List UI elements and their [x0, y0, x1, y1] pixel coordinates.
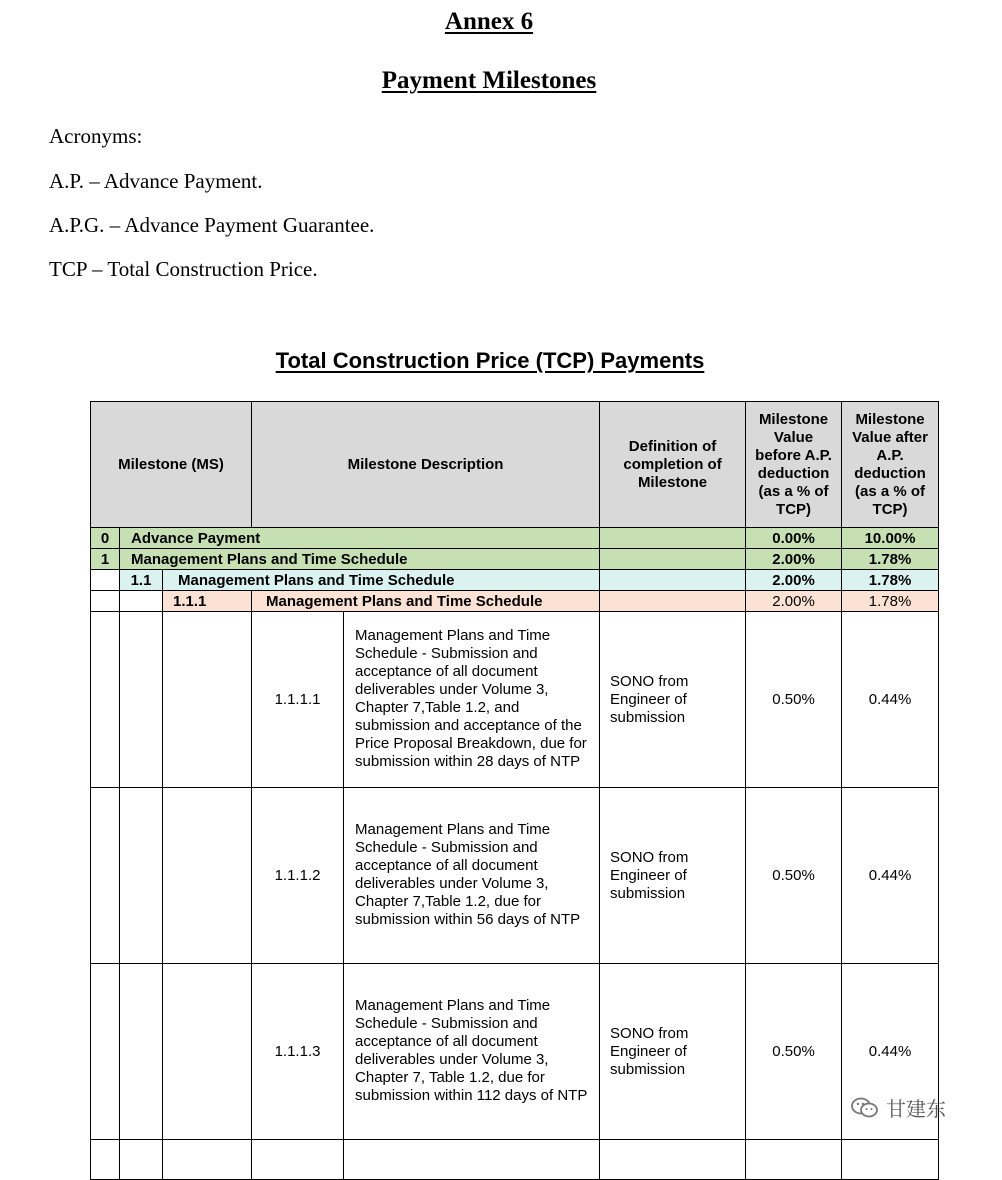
table-row-continued: [91, 1140, 939, 1180]
row-label: Management Plans and Time Schedule: [163, 570, 600, 591]
detail-description: Management Plans and Time Schedule - Submission and acceptance of all document deliverables under Volume 3, Chapter 7, Table 1.2, due for submission within 112 days of NTP: [344, 964, 600, 1140]
detail-description: Management Plans and Time Schedule - Submission and acceptance of all document deliverables under Volume 3, Chapter 7,Table 1.2, due for submission within 56 days of NTP: [344, 788, 600, 964]
row-before: 2.00%: [746, 591, 842, 612]
indent-cell: [91, 591, 120, 612]
row-code: 1.1.1: [163, 591, 252, 612]
row-definition: [600, 528, 746, 549]
detail-after: 0.44%: [842, 612, 939, 788]
milestone-detail-row: [91, 612, 939, 788]
detail-description: Management Plans and Time Schedule - Submission and acceptance of all document deliverables under Volume 3, Chapter 7,Table 1.2, and submission and acceptance of the Price Proposal Breakdown, due for submission within 28 days of NTP: [344, 612, 600, 788]
col-header-after: Milestone Value after A.P. deduction (as a % of TCP): [842, 402, 939, 528]
detail-before: 0.50%: [746, 612, 842, 788]
row-label: Management Plans and Time Schedule: [120, 549, 600, 570]
watermark: [850, 1093, 946, 1122]
indent-cell: [91, 570, 120, 591]
detail-definition: SONO from Engineer of submission: [600, 788, 746, 964]
row-after: 1.78%: [842, 549, 939, 570]
detail-definition: SONO from Engineer of submission: [600, 964, 746, 1140]
row-after: 10.00%: [842, 528, 939, 549]
detail-before: 0.50%: [746, 788, 842, 964]
row-definition: [600, 591, 746, 612]
row-code: 0: [91, 528, 120, 549]
wechat-icon: [850, 1097, 880, 1119]
row-definition: [600, 549, 746, 570]
acronyms-heading: Acronyms:: [49, 124, 143, 148]
row-definition: [600, 570, 746, 591]
detail-before: 0.50%: [746, 964, 842, 1140]
annex-heading: Annex 6: [444, 8, 534, 35]
detail-definition: SONO from Engineer of submission: [600, 612, 746, 788]
row-after: 1.78%: [842, 570, 939, 591]
row-before: 2.00%: [746, 549, 842, 570]
table-title: Total Construction Price (TCP) Payments: [275, 348, 705, 373]
milestone-row-0: [91, 528, 939, 549]
acronym-tcp: TCP – Total Construction Price.: [49, 257, 318, 281]
row-code: 1.1: [120, 570, 163, 591]
col-header-before: Milestone Value before A.P. deduction (as a % of TCP): [746, 402, 842, 528]
milestone-row-1-1: [91, 570, 939, 591]
row-before: 0.00%: [746, 528, 842, 549]
indent-cell: [120, 591, 163, 612]
col-header-definition: Definition of completion of Milestone: [600, 402, 746, 528]
row-after: 1.78%: [842, 591, 939, 612]
acronym-apg: A.P.G. – Advance Payment Guarantee.: [49, 213, 375, 237]
col-header-description: Milestone Description: [252, 402, 600, 528]
payment-milestones-table: [90, 401, 939, 1180]
row-label: Advance Payment: [120, 528, 600, 549]
watermark-text: 甘建东: [886, 1097, 946, 1121]
detail-code: 1.1.1.1: [252, 612, 344, 788]
table-header-row: [91, 402, 939, 528]
detail-after: 0.44%: [842, 964, 939, 1140]
milestone-row-1: [91, 549, 939, 570]
milestone-detail-row: [91, 788, 939, 964]
page-title: Payment Milestones: [381, 67, 597, 94]
row-before: 2.00%: [746, 570, 842, 591]
row-label: Management Plans and Time Schedule: [252, 591, 600, 612]
acronym-ap: A.P. – Advance Payment.: [49, 169, 263, 193]
milestone-row-1-1-1: [91, 591, 939, 612]
detail-code: 1.1.1.3: [252, 964, 344, 1140]
detail-after: 0.44%: [842, 788, 939, 964]
detail-code: 1.1.1.2: [252, 788, 344, 964]
row-code: 1: [91, 549, 120, 570]
col-header-milestone: Milestone (MS): [91, 402, 252, 528]
milestone-detail-row: [91, 964, 939, 1140]
